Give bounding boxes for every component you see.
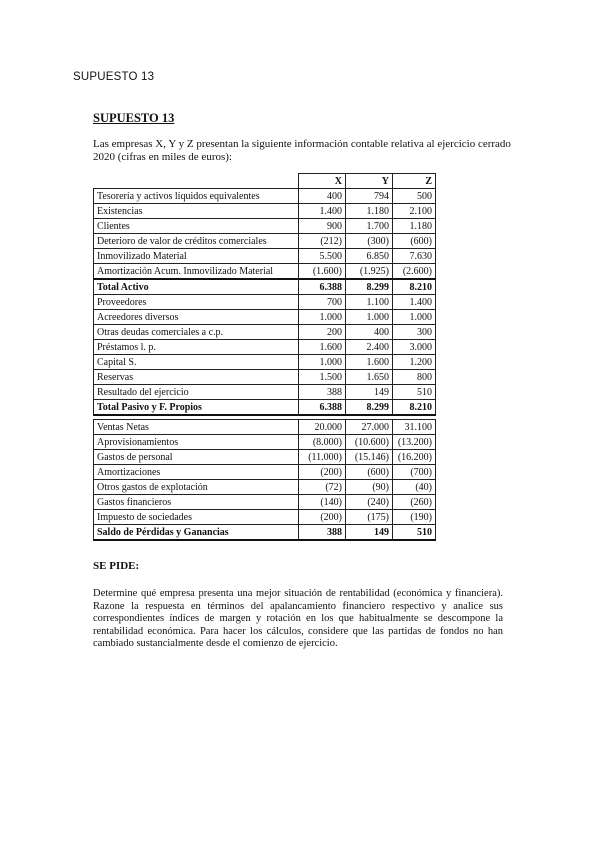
table-row <box>94 325 436 340</box>
value-z: 2.100 <box>393 204 436 219</box>
value-x: 1.400 <box>299 204 346 219</box>
table-row <box>94 310 436 325</box>
value-y: (600) <box>346 465 393 480</box>
intro-paragraph: Las empresas X, Y y Z presentan la siguiente información contable relativa al ejercicio cerrado 2020 (cifras en miles de euros): <box>93 138 511 163</box>
row-label: Deterioro de valor de créditos comerciales <box>94 234 299 249</box>
value-y: 1.700 <box>346 219 393 234</box>
row-label: Préstamos l. p. <box>94 340 299 355</box>
row-label: Otras deudas comerciales a c.p. <box>94 325 299 340</box>
value-z: (700) <box>393 465 436 480</box>
value-z: 300 <box>393 325 436 340</box>
value-y: 400 <box>346 325 393 340</box>
table-row <box>94 204 436 219</box>
row-label: Saldo de Pérdidas y Ganancias <box>94 525 299 541</box>
row-label: Clientes <box>94 219 299 234</box>
value-z: 3.000 <box>393 340 436 355</box>
se-pide-heading: SE PIDE: <box>93 560 140 572</box>
row-label: Aprovisionamientos <box>94 435 299 450</box>
value-z: 1.400 <box>393 295 436 310</box>
value-z: (13.200) <box>393 435 436 450</box>
row-label: Impuesto de sociedades <box>94 510 299 525</box>
row-label: Gastos de personal <box>94 450 299 465</box>
value-y: 2.400 <box>346 340 393 355</box>
value-z: (40) <box>393 480 436 495</box>
value-z: 1.180 <box>393 219 436 234</box>
row-label: Existencias <box>94 204 299 219</box>
table-row <box>94 385 436 400</box>
table-row <box>94 495 436 510</box>
value-z: 510 <box>393 385 436 400</box>
row-label: Acreedores diversos <box>94 310 299 325</box>
value-y: 27.000 <box>346 420 393 435</box>
row-label: Capital S. <box>94 355 299 370</box>
row-label: Resultado del ejercicio <box>94 385 299 400</box>
value-x: (8.000) <box>299 435 346 450</box>
header-blank <box>94 174 299 189</box>
value-z: (16.200) <box>393 450 436 465</box>
value-x: 388 <box>299 385 346 400</box>
value-x: (140) <box>299 495 346 510</box>
value-z: 1.000 <box>393 310 436 325</box>
column-header-x: X <box>299 174 346 189</box>
value-x: (212) <box>299 234 346 249</box>
value-x: 1.000 <box>299 355 346 370</box>
value-y: 8.299 <box>346 400 393 416</box>
value-z: 8.210 <box>393 400 436 416</box>
value-y: 149 <box>346 525 393 541</box>
value-x: 5.500 <box>299 249 346 264</box>
value-x: 6.388 <box>299 279 346 295</box>
value-y: (240) <box>346 495 393 510</box>
value-x: (11.000) <box>299 450 346 465</box>
row-label: Gastos financieros <box>94 495 299 510</box>
task-paragraph: Determine qué empresa presenta una mejor situación de rentabilidad (económica y financiera). Razone la respuesta en términos del apalancamiento financiero respectivo y analice sus correspondientes índices de margen y rotación en los que habitualmente se descompone la rentabilidad económica. Para hacer los cálculos, considere que las partidas de fondos no han cambiado sustancialmente desde el comienzo de ejercicio. <box>93 588 503 649</box>
value-x: 400 <box>299 189 346 204</box>
row-label: Ventas Netas <box>94 420 299 435</box>
value-y: (90) <box>346 480 393 495</box>
value-x: 20.000 <box>299 420 346 435</box>
value-y: 794 <box>346 189 393 204</box>
row-label: Inmovilizado Material <box>94 249 299 264</box>
value-z: 500 <box>393 189 436 204</box>
table-row <box>94 295 436 310</box>
value-y: 6.850 <box>346 249 393 264</box>
value-y: (1.925) <box>346 264 393 280</box>
value-z: (2.600) <box>393 264 436 280</box>
value-z: 31.100 <box>393 420 436 435</box>
value-y: 1.650 <box>346 370 393 385</box>
value-y: (10.600) <box>346 435 393 450</box>
table-row <box>94 510 436 525</box>
table-row <box>94 435 436 450</box>
value-z: 8.210 <box>393 279 436 295</box>
table-row <box>94 355 436 370</box>
table-header-row <box>94 174 436 189</box>
row-label: Otros gastos de explotación <box>94 480 299 495</box>
row-label: Amortizaciones <box>94 465 299 480</box>
table-row <box>94 264 436 280</box>
value-x: (200) <box>299 465 346 480</box>
row-label: Total Pasivo y F. Propios <box>94 400 299 416</box>
table-row <box>94 420 436 435</box>
table-row <box>94 189 436 204</box>
value-z: 800 <box>393 370 436 385</box>
table-row <box>94 480 436 495</box>
table-row <box>94 400 436 416</box>
value-x: (72) <box>299 480 346 495</box>
value-z: (600) <box>393 234 436 249</box>
income-statement-table <box>93 419 436 541</box>
row-label: Reservas <box>94 370 299 385</box>
row-label: Proveedores <box>94 295 299 310</box>
table-row <box>94 525 436 541</box>
value-y: 1.600 <box>346 355 393 370</box>
value-x: (1.600) <box>299 264 346 280</box>
document-title: SUPUESTO 13 <box>93 111 175 125</box>
value-x: 1.600 <box>299 340 346 355</box>
row-label: Amortización Acum. Inmovilizado Material <box>94 264 299 280</box>
table-row <box>94 370 436 385</box>
value-y: 149 <box>346 385 393 400</box>
row-label: Tesorería y activos líquidos equivalentes <box>94 189 299 204</box>
value-y: 1.000 <box>346 310 393 325</box>
balance-sheet-table <box>93 173 436 416</box>
table-row <box>94 219 436 234</box>
table-row <box>94 249 436 264</box>
value-z: 1.200 <box>393 355 436 370</box>
value-x: 900 <box>299 219 346 234</box>
value-x: (200) <box>299 510 346 525</box>
value-x: 200 <box>299 325 346 340</box>
value-z: (190) <box>393 510 436 525</box>
table-row <box>94 340 436 355</box>
value-y: (15.146) <box>346 450 393 465</box>
table-row <box>94 279 436 295</box>
column-header-y: Y <box>346 174 393 189</box>
value-y: (300) <box>346 234 393 249</box>
value-z: 510 <box>393 525 436 541</box>
value-z: (260) <box>393 495 436 510</box>
table-row <box>94 450 436 465</box>
value-y: 1.100 <box>346 295 393 310</box>
value-y: 1.180 <box>346 204 393 219</box>
value-x: 1.500 <box>299 370 346 385</box>
value-x: 700 <box>299 295 346 310</box>
table-row <box>94 234 436 249</box>
table-row <box>94 465 436 480</box>
value-x: 388 <box>299 525 346 541</box>
row-label: Total Activo <box>94 279 299 295</box>
value-z: 7.630 <box>393 249 436 264</box>
value-x: 1.000 <box>299 310 346 325</box>
column-header-z: Z <box>393 174 436 189</box>
value-x: 6.388 <box>299 400 346 416</box>
page-header: SUPUESTO 13 <box>73 71 155 83</box>
value-y: 8.299 <box>346 279 393 295</box>
value-y: (175) <box>346 510 393 525</box>
